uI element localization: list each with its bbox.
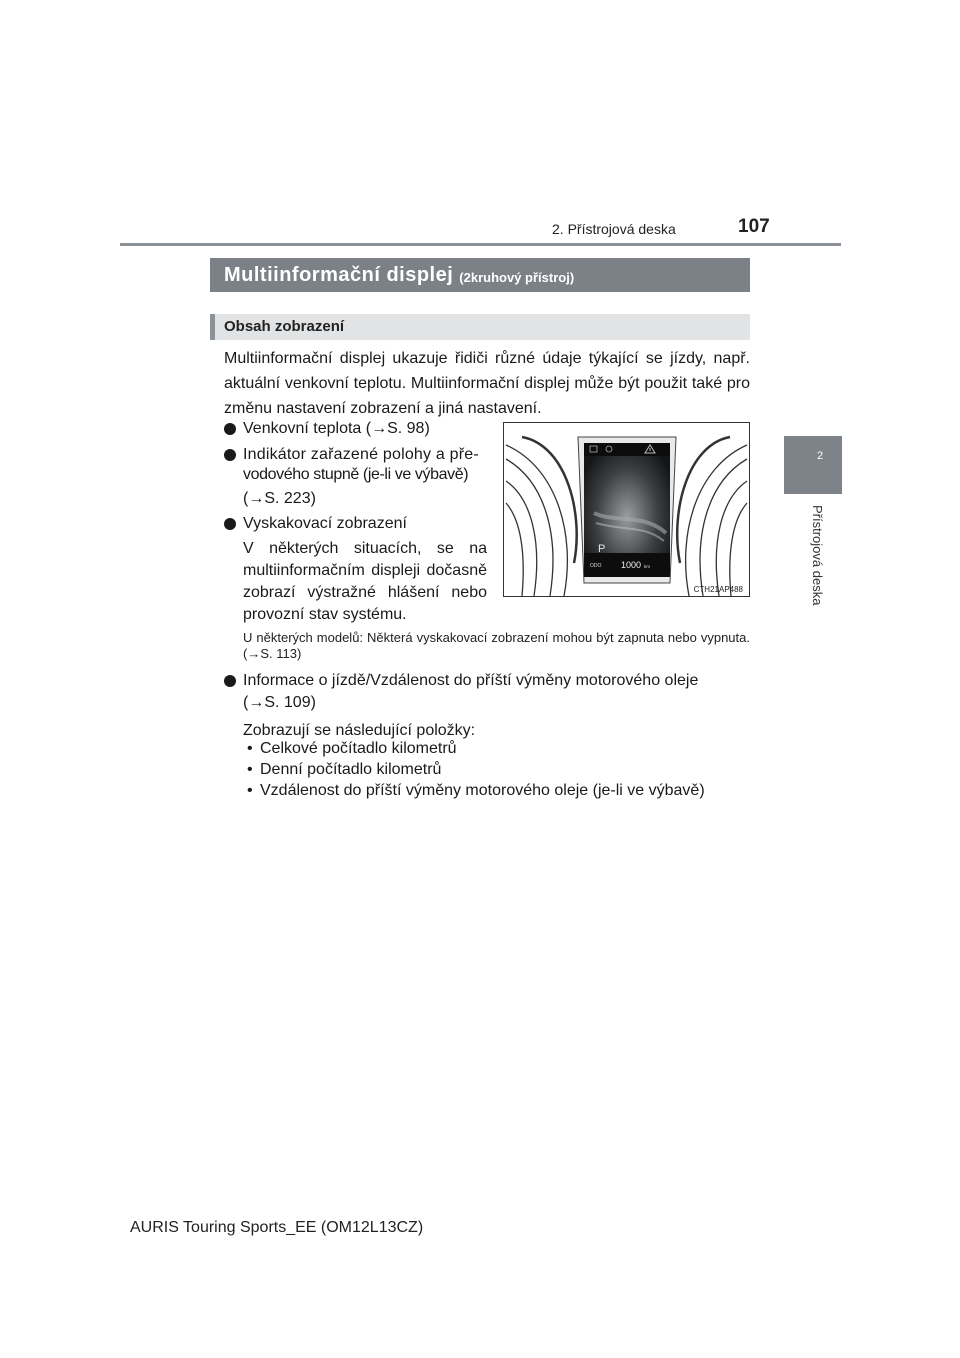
odo-value: 1000 [621, 560, 642, 570]
list-item-continuation: (→S. 223) [243, 490, 316, 507]
intro-paragraph: Multiinformační displej ukazuje řidiči různé údaje týkající se jízdy, např. aktuální venkovní teplotu. Multiinformační displej může být použit také pro změnu nastavení zobrazení a jiná nastavení. [224, 350, 750, 417]
list-item-text: Venkovní teplota (→S. 98) [243, 420, 430, 437]
header-rule [120, 243, 841, 246]
display-list-item: • Denní počítadlo kilometrů [245, 759, 705, 780]
display-list-intro: Zobrazují se následující položky: [243, 722, 476, 739]
odo-label: ODO [590, 563, 602, 569]
list-item-detail: V některých situacích, se na multiinformačním displeji dočasně zobrazí výstražné hlášení nebo provozní stav systému. [243, 540, 487, 623]
subsection-bar [210, 314, 750, 340]
list-item-text: Informace o jízdě/Vzdálenost do příští výměny motorového oleje [243, 672, 699, 689]
list-item-text: Indikátor zařazené polohy a pře- [243, 446, 479, 463]
bullet-icon [224, 449, 236, 461]
instrument-cluster-drawing [504, 423, 749, 596]
chapter-tab [784, 436, 842, 494]
display-list-item: • Celkové počítadlo kilometrů [245, 738, 705, 759]
page-footer: AURIS Touring Sports_EE (OM12L13CZ) [130, 1219, 424, 1236]
note-text: U některých modelů: Některá vyskakovací zobrazení mohou být zapnuta nebo vypnuta. (→S. 113) [243, 630, 750, 661]
left-gauge [506, 437, 577, 596]
page-number: 107 [738, 216, 770, 237]
right-gauge [677, 437, 747, 596]
list-item-continuation: (→S. 109) [243, 694, 316, 711]
odo-unit: km [644, 564, 650, 569]
bullet-icon [224, 675, 236, 687]
list-item-text: Vyskakovací zobrazení [243, 515, 407, 532]
section-title-bar [210, 258, 750, 292]
subsection-title: Obsah zobrazení [224, 318, 345, 335]
chapter-tab-label: Přístrojová deska [810, 505, 825, 606]
instrument-cluster-figure [503, 422, 750, 597]
display-list-item: • Vzdálenost do příští výměny motorového oleje (je-li ve výbavě) [245, 780, 705, 801]
subsection-accent [210, 314, 215, 340]
gear-indicator: P [598, 543, 606, 555]
chapter-tab-number: 2 [817, 450, 824, 462]
section-title: Multiinformační displej [224, 263, 454, 286]
list-item-continuation: vodového stupně (je-li ve výbavě) [243, 466, 469, 483]
header-section: 2. Přístrojová deska [552, 221, 676, 237]
display-list [245, 738, 705, 801]
bullet-icon [224, 423, 236, 435]
bullet-icon [224, 518, 236, 530]
figure-code: CTH21AP488 [693, 585, 743, 594]
section-title-sub: (2kruhový přístroj) [459, 269, 575, 285]
